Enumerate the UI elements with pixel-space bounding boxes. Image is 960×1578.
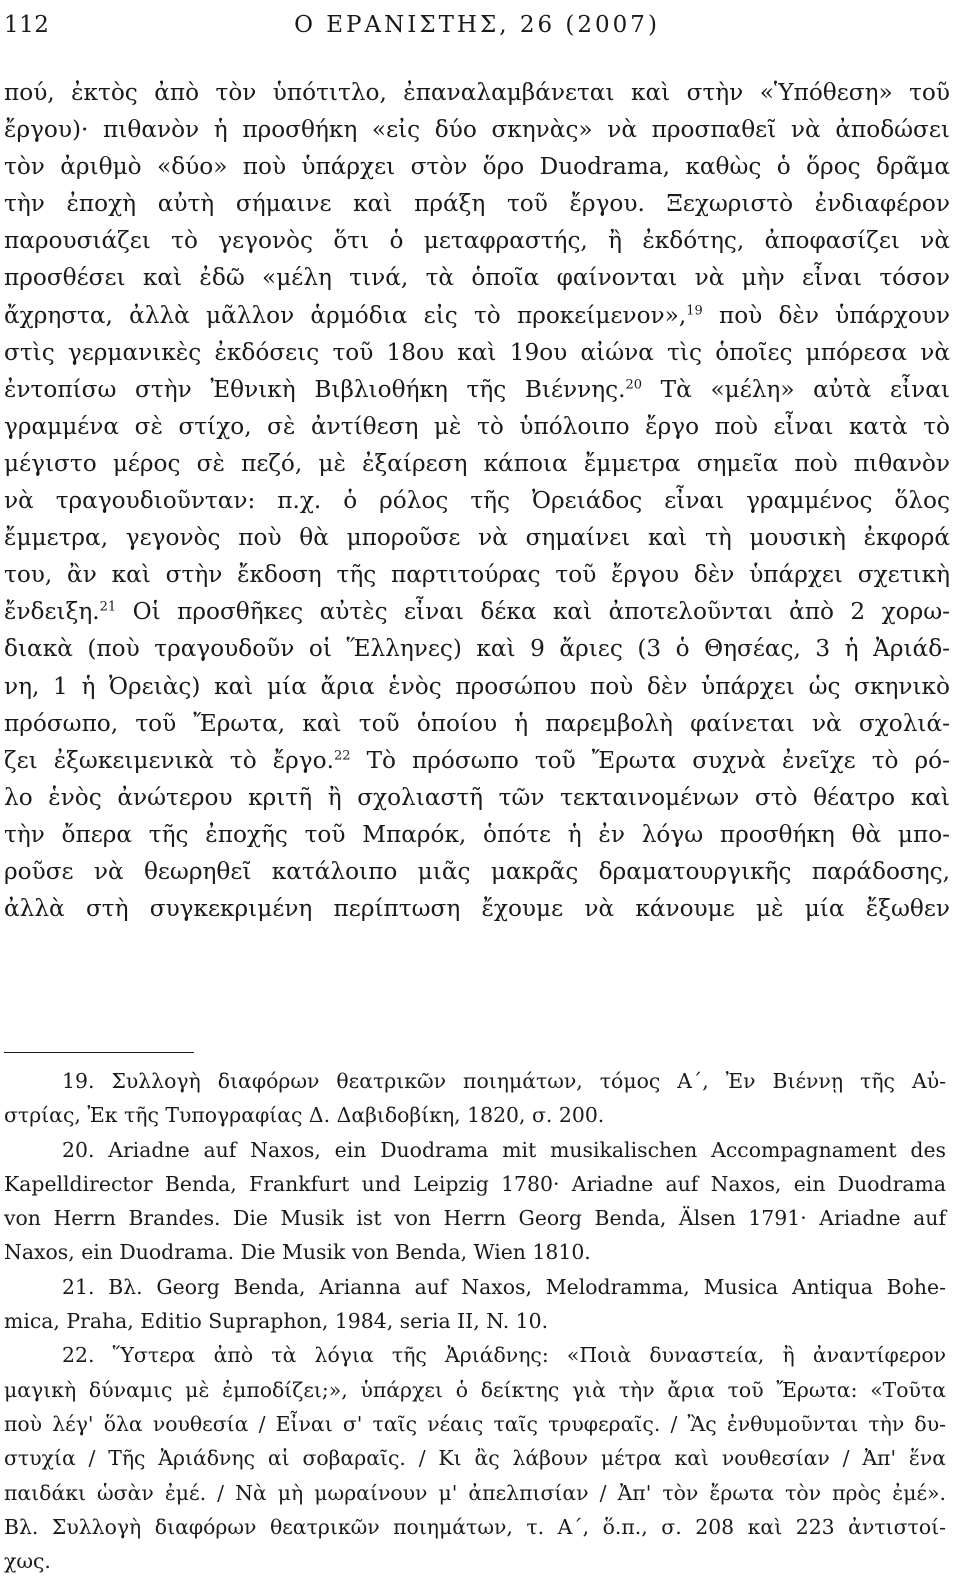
text-segment: Τὸ πρόσωπο τοῦ Ἔρωτα συχνὰ ἐνεῖχε τὸ ρό-: [350, 746, 950, 774]
text-segment: ἐντοπίσω στὴν Ἐθνικὴ Βιβλιοθήκη τῆς Βιέννης.: [4, 375, 626, 403]
main-text: [4, 74, 950, 927]
running-head: Ο ΕΡΑΝΙΣΤΗΣ, 26 (2007): [294, 12, 660, 38]
text-line: [4, 297, 950, 334]
footnote-ref-22: 22: [333, 747, 351, 763]
text-line: προσθέσει καὶ ἐδῶ «μέλη τινά, τὰ ὁποῖα φαίνονται νὰ μὴν εἶναι τόσον: [4, 264, 950, 292]
text-line: διακὰ (ποὺ τραγουδοῦν οἱ Ἕλληνες) καὶ 9 ἄριες (3 ὁ Θησέας, 3 ἡ Ἀριάδ-: [4, 635, 950, 663]
footnote-20: 20. Ariadne auf Naxos, ein Duodrama mit musikalischen Accompagnament des: [62, 1137, 946, 1162]
text-line: νὰ τραγουδιοῦνταν: π.χ. ὁ ρόλος τῆς Ὀρειάδος εἶναι γραμμένος ὅλος: [4, 487, 950, 515]
footnote-line: ποὺ λέγ' ὅλα νουθεσία / Εἶναι σ' ταῖς νέαις ταῖς τρυφεραῖς. / Ἂς ἐνθυμοῦνται τὴν δυ-: [4, 1411, 946, 1436]
text-line: πρόσωπο, τοῦ Ἔρωτα, καὶ τοῦ ὁποίου ἡ παρεμβολὴ φαίνεται νὰ σχολιά-: [4, 709, 950, 737]
text-line: ἔργου)· πιθανὸν ἡ προσθήκη «εἰς δύο σκηνὰς» νὰ προσπαθεῖ νὰ ἀποδώσει: [4, 116, 950, 144]
footnote-line: χως.: [4, 1549, 51, 1574]
page-number: 112: [4, 12, 50, 38]
text-segment: Οἱ προσθῆκες αὐτὲς εἶναι δέκα καὶ ἀποτελοῦνται ἀπὸ 2 χορω-: [116, 598, 950, 626]
text-line: ἔμμετρα, γεγονὸς ποὺ θὰ μποροῦσε νὰ σημαίνει καὶ τὴ μουσικὴ ἐκφορά: [4, 524, 950, 552]
text-line: τὴν ἐποχὴ αὐτὴ σήμαινε καὶ πράξη τοῦ ἔργου. Ξεχωριστὸ ἐνδιαφέρον: [4, 190, 950, 218]
footnote-line: Kapelldirector Benda, Frankfurt und Leipzig 1780· Ariadne auf Naxos, ein Duodrama: [4, 1171, 946, 1196]
footnote-19: 19. Συλλογὴ διαφόρων θεατρικῶν ποιημάτων, τόμος Α΄, Ἐν Βιέννῃ τῆς Αὐ-: [62, 1069, 946, 1093]
footnote-ref-20: 20: [625, 377, 643, 393]
text-line: [4, 371, 950, 408]
footnote-line: mica, Praha, Editio Supraphon, 1984, seria II, N. 10.: [4, 1309, 549, 1334]
text-line: στὶς γερμανικὲς ἐκδόσεις τοῦ 18ου καὶ 19ου αἰώνα τὶς ὁποῖες μπόρεσα νὰ: [4, 338, 950, 366]
text-line: ροῦσε νὰ θεωρηθεῖ κατάλοιπο μιᾶς μακρᾶς δραματουργικῆς παράδοσης,: [4, 857, 950, 885]
footnote-line: στυχία / Τῆς Ἀριάδνης αἱ σοβαραῖς. / Κι ἂς λάβουν μέτρα καὶ νουθεσίαν / Ἀπ' ἕνα: [4, 1446, 946, 1471]
footnote-ref-21: 21: [99, 599, 117, 615]
text-line: του, ἂν καὶ στὴν ἔκδοση τῆς παρτιτούρας τοῦ ἔργου δὲν ὑπάρχει σχετικὴ: [4, 561, 950, 589]
text-line: [4, 593, 950, 630]
footnote-line: Naxos, ein Duodrama. Die Musik von Benda, Wien 1810.: [4, 1240, 591, 1265]
footnote-line: von Herrn Brandes. Die Musik ist von Herrn Georg Benda, Älsen 1791· Ariadne auf: [4, 1206, 946, 1231]
text-line: γραμμένα σὲ στίχο, σὲ ἀντίθεση μὲ τὸ ὑπόλοιπο ἔργο ποὺ εἶναι κατὰ τὸ: [4, 412, 950, 440]
text-line: παρουσιάζει τὸ γεγονὸς ὅτι ὁ μεταφραστής, ἢ ἐκδότης, ἀποφασίζει νὰ: [4, 227, 950, 255]
text-line: ἀλλὰ στὴ συγκεκριμένη περίπτωση ἔχουμε νὰ κάνουμε μὲ μία ἔξωθεν: [4, 895, 950, 923]
footnote-22: 22. Ὕστερα ἀπὸ τὰ λόγια τῆς Ἀριάδνης: «Ποιὰ δυναστεία, ἢ ἀναντίφερον: [62, 1343, 946, 1368]
text-segment: ποὺ δὲν ὑπάρχουν: [702, 301, 951, 329]
footnotes: [4, 1064, 946, 1578]
text-segment: ἔνδειξη.: [4, 598, 100, 626]
text-segment: ζει ἐξωκειμενικὰ τὸ ἔργο.: [4, 746, 334, 774]
footnote-line: μαγικὴ δύναμις μὲ ἐμποδίζει;», ὑπάρχει ὁ δείκτης γιὰ τὴν ἄρια τοῦ Ἔρωτα: «Τοῦτα: [4, 1377, 946, 1402]
footnote-separator: [4, 1052, 194, 1053]
text-line: μέγιστο μέρος σὲ πεζό, μὲ ἐξαίρεση κάποια ἔμμετρα σημεῖα ποὺ πιθανὸν: [4, 449, 950, 477]
footnote-line: στρίας, Ἐκ τῆς Τυπογραφίας Δ. Δαβιδοβίκη, 1820, σ. 200.: [4, 1103, 605, 1128]
text-line: τὸν ἀριθμὸ «δύο» ποὺ ὑπάρχει στὸν ὅρο Duodrama, καθὼς ὁ ὅρος δρᾶμα: [4, 153, 950, 181]
text-segment: Τὰ «μέλη» αὐτὰ εἶναι: [642, 375, 951, 403]
footnote-ref-19: 19: [686, 302, 703, 318]
text-line: τὴν ὄπερα τῆς ἐποχῆς τοῦ Μπαρόκ, ὁπότε ἡ ἐν λόγω προσθήκη θὰ μπο-: [4, 820, 950, 848]
footnote-line: Βλ. Συλλογὴ διαφόρων θεατρικῶν ποιημάτων, τ. Α΄, ὅ.π., σ. 208 καὶ 223 ἀντιστοί-: [4, 1514, 946, 1539]
page-header: [4, 8, 950, 42]
footnote-21: 21. Βλ. Georg Benda, Arianna auf Naxos, Melodramma, Musica Antiqua Bohe-: [62, 1274, 946, 1299]
text-line: λο ἑνὸς ἀνώτερου κριτῆ ἢ σχολιαστῆ τῶν τεκταινομένων στὸ θέατρο καὶ: [4, 783, 950, 811]
text-segment: ἄχρηστα, ἀλλὰ μᾶλλον ἁρμόδια εἰς τὸ προκείμενον»,: [4, 301, 687, 329]
footnote-line: παιδάκι ὡσὰν ἐμέ. / Νὰ μὴ μωραίνουν μ' ἀπελπισίαν / Ἀπ' τὸν ἔρωτα τὸν πρὸς ἐμέ».: [4, 1480, 946, 1505]
text-line: νη, 1 ἡ Ὀρειὰς) καὶ μία ἄρια ἑνὸς προσώπου ποὺ δὲν ὑπάρχει ὡς σκηνικὸ: [4, 672, 950, 700]
text-line: [4, 742, 950, 779]
text-line: πού, ἐκτὸς ἀπὸ τὸν ὑπότιτλο, ἐπαναλαμβάνεται καὶ στὴν «Ὑπόθεση» τοῦ: [4, 79, 950, 106]
